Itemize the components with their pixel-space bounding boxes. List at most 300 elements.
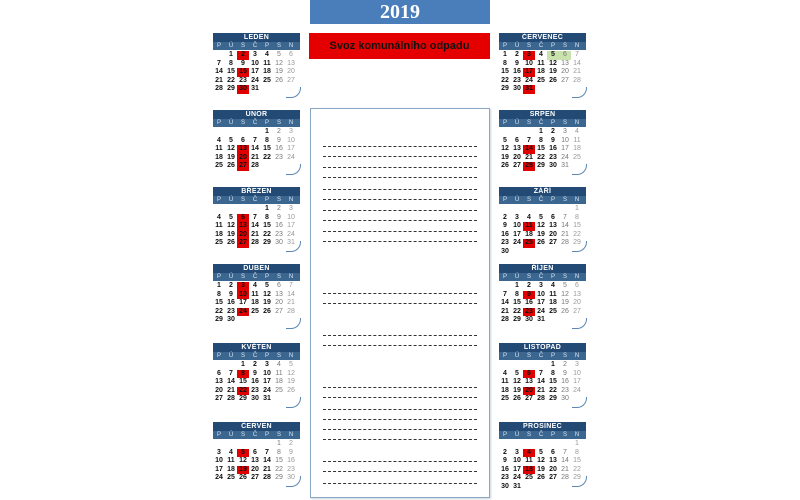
day-cell: 22 — [549, 386, 557, 394]
day-cell: 14 — [251, 222, 259, 229]
day-cell: 29 — [573, 239, 581, 246]
day-cell: 16 — [251, 378, 259, 385]
day-cell: 5 — [265, 282, 269, 289]
weekday-label: P — [264, 43, 269, 49]
day-cell: 1 — [551, 361, 555, 368]
day-cell: 21 — [251, 153, 259, 161]
weekday-label: S — [276, 274, 281, 280]
day-cell: 27 — [549, 239, 557, 246]
note-line — [323, 210, 477, 211]
day-cell: 6 — [575, 282, 579, 289]
day-cell: 7 — [539, 369, 543, 377]
day-cell: 19 — [513, 386, 521, 394]
weekday-label: P — [550, 432, 555, 438]
day-cell: 19 — [501, 153, 509, 161]
day-cell: 9 — [551, 136, 555, 144]
weekday-label: S — [240, 353, 245, 359]
weekday-label: S — [240, 120, 245, 126]
note-line — [323, 345, 477, 346]
weekday-label: P — [550, 120, 555, 126]
note-line — [323, 439, 477, 440]
day-cell: 4 — [217, 136, 221, 144]
day-cell: 16 — [525, 299, 533, 306]
day-cell: 22 — [215, 307, 223, 315]
note-line — [323, 387, 477, 388]
month-calendar — [499, 264, 586, 327]
day-cell: 28 — [537, 395, 545, 402]
day-cell: 11 — [537, 59, 545, 67]
day-cell: 12 — [287, 369, 295, 377]
weekday-label: Ú — [514, 43, 520, 49]
weekday-label: Ú — [514, 274, 520, 280]
day-cell: 10 — [263, 369, 271, 377]
day-cell: 25 — [537, 76, 545, 84]
day-cell: 11 — [573, 136, 581, 144]
day-cell: 29 — [227, 85, 235, 92]
day-cell: 28 — [573, 76, 581, 84]
weekday-label: Č — [538, 432, 544, 438]
month-calendar — [499, 110, 586, 173]
day-cell: 2 — [551, 128, 555, 135]
day-cell: 16 — [513, 68, 521, 75]
weekday-label: Č — [538, 353, 544, 359]
day-empty — [213, 51, 225, 60]
day-cell: 16 — [227, 299, 235, 306]
weekday-label: Ú — [228, 43, 234, 49]
weekday-label: P — [502, 432, 507, 438]
weekday-label: P — [264, 197, 269, 203]
weekday-header — [499, 352, 586, 360]
day-cell: 7 — [563, 448, 567, 456]
weekday-label: Č — [538, 120, 544, 126]
weekday-label: N — [288, 43, 294, 49]
day-cell: 27 — [215, 395, 223, 402]
day-cell: 20 — [215, 386, 223, 394]
day-cell: 6 — [277, 282, 281, 289]
day-cell: 8 — [229, 59, 233, 67]
day-cell: 5 — [277, 51, 281, 58]
collection-day: 20 — [523, 387, 535, 396]
day-cell: 20 — [251, 465, 259, 473]
day-cell: 18 — [573, 145, 581, 152]
day-cell: 9 — [503, 457, 507, 464]
day-cell: 2 — [277, 205, 281, 212]
day-cell: 29 — [549, 395, 557, 402]
month-name: SRPEN — [499, 110, 586, 119]
day-cell: 19 — [549, 68, 557, 75]
day-cell: 24 — [573, 386, 581, 394]
day-cell: 8 — [515, 290, 519, 298]
day-cell: 21 — [287, 299, 295, 306]
weekday-label: S — [562, 353, 567, 359]
collection-day: 25 — [523, 239, 535, 248]
day-empty — [523, 440, 535, 449]
collection-day: 30 — [237, 85, 249, 94]
day-cell: 19 — [275, 68, 283, 75]
day-cell: 30 — [513, 85, 521, 92]
day-cell: 19 — [227, 153, 235, 161]
day-cell: 8 — [551, 369, 555, 377]
day-cell: 23 — [549, 153, 557, 161]
weekday-label: P — [502, 197, 507, 203]
day-cell: 10 — [287, 213, 295, 221]
weekday-label: Č — [252, 197, 258, 203]
day-empty — [523, 361, 535, 370]
day-cell: 22 — [275, 465, 283, 473]
month-name: BŘEZEN — [213, 187, 300, 196]
day-cell: 25 — [275, 386, 283, 394]
day-empty — [511, 361, 523, 370]
day-cell: 6 — [253, 448, 257, 456]
day-cell: 12 — [561, 290, 569, 298]
note-line — [323, 429, 477, 430]
day-cell: 15 — [275, 457, 283, 464]
weekday-label: N — [574, 274, 580, 280]
collection-day: 8 — [237, 370, 249, 379]
weekday-label: S — [240, 197, 245, 203]
day-cell: 24 — [251, 76, 259, 84]
weekday-label: S — [526, 43, 531, 49]
weekday-header — [213, 119, 300, 127]
collection-day: 20 — [237, 231, 249, 240]
month-name: ZÁŘÍ — [499, 187, 586, 196]
collection-day: 4 — [523, 449, 535, 458]
day-cell: 16 — [561, 378, 569, 385]
day-cell: 28 — [251, 162, 259, 169]
day-cell: 24 — [215, 474, 223, 481]
collection-day: 27 — [237, 239, 249, 248]
day-cell: 25 — [215, 239, 223, 246]
day-cell: 8 — [265, 136, 269, 144]
day-cell: 12 — [239, 457, 247, 464]
day-cell: 5 — [289, 361, 293, 368]
day-empty — [535, 440, 547, 449]
day-cell: 18 — [251, 299, 259, 306]
day-cell: 18 — [227, 465, 235, 473]
weekday-label: S — [562, 274, 567, 280]
day-cell: 31 — [251, 85, 259, 92]
collection-day: 22 — [237, 387, 249, 396]
day-cell: 27 — [549, 474, 557, 481]
note-line — [323, 156, 477, 157]
page-curl-decoration — [572, 87, 587, 98]
day-cell: 26 — [501, 162, 509, 169]
weekday-label: S — [276, 197, 281, 203]
day-cell: 15 — [573, 457, 581, 464]
day-cell: 16 — [287, 457, 295, 464]
day-cell: 13 — [215, 378, 223, 385]
day-cell: 3 — [289, 128, 293, 135]
collection-day: 20 — [237, 154, 249, 163]
day-cell: 10 — [525, 59, 533, 67]
day-cell: 23 — [501, 239, 509, 246]
day-cell: 10 — [561, 136, 569, 144]
page-curl-decoration — [286, 164, 301, 175]
weekday-label: P — [502, 43, 507, 49]
day-cell: 1 — [503, 51, 507, 58]
day-cell: 22 — [263, 153, 271, 161]
day-cell: 13 — [513, 145, 521, 152]
day-cell: 14 — [227, 378, 235, 385]
day-cell: 7 — [253, 213, 257, 221]
day-cell: 23 — [227, 307, 235, 315]
day-empty — [237, 128, 249, 137]
note-line — [323, 335, 477, 336]
day-cell: 1 — [539, 128, 543, 135]
day-cell: 11 — [215, 145, 223, 152]
day-empty — [535, 205, 547, 214]
day-cell: 1 — [265, 205, 269, 212]
day-cell: 12 — [549, 59, 557, 67]
day-cell: 30 — [287, 474, 295, 481]
day-cell: 14 — [287, 290, 295, 298]
day-cell: 1 — [265, 128, 269, 135]
day-cell: 23 — [501, 474, 509, 481]
day-cell: 17 — [287, 222, 295, 229]
weekday-label: S — [240, 274, 245, 280]
note-line — [323, 419, 477, 420]
collection-day: 16 — [237, 68, 249, 77]
day-cell: 22 — [227, 76, 235, 84]
day-cell: 16 — [501, 465, 509, 473]
note-line — [323, 189, 477, 190]
day-cell: 5 — [547, 51, 559, 60]
day-cell: 22 — [501, 76, 509, 84]
weekday-label: P — [550, 43, 555, 49]
collection-day: 31 — [523, 85, 535, 94]
day-cell: 25 — [573, 153, 581, 161]
day-cell: 8 — [217, 290, 221, 298]
day-cell: 15 — [227, 68, 235, 75]
weekday-label: Ú — [228, 120, 234, 126]
day-cell: 21 — [251, 230, 259, 238]
day-cell: 2 — [503, 213, 507, 221]
weekday-label: P — [264, 274, 269, 280]
weekday-label: N — [574, 197, 580, 203]
day-empty — [249, 205, 261, 214]
day-cell: 11 — [215, 222, 223, 229]
day-cell: 9 — [289, 448, 293, 456]
note-line — [323, 167, 477, 168]
day-cell: 20 — [275, 299, 283, 306]
day-cell: 11 — [263, 59, 271, 67]
day-cell: 3 — [539, 282, 543, 289]
weekday-label: S — [526, 353, 531, 359]
day-cell: 4 — [527, 213, 531, 221]
day-cell: 27 — [525, 395, 533, 402]
day-cell: 22 — [573, 465, 581, 473]
day-cell: 30 — [525, 316, 533, 323]
day-cell: 4 — [575, 128, 579, 135]
day-cell: 24 — [263, 386, 271, 394]
day-cell: 2 — [289, 440, 293, 447]
day-cell: 25 — [501, 395, 509, 402]
day-cell: 12 — [537, 457, 545, 464]
weekday-label: N — [288, 197, 294, 203]
day-cell: 1 — [575, 440, 579, 447]
weekday-label: S — [562, 120, 567, 126]
day-cell: 21 — [263, 465, 271, 473]
collection-day: 3 — [523, 51, 535, 60]
day-cell: 22 — [537, 153, 545, 161]
month-name: ČERVEN — [213, 422, 300, 431]
day-cell: 2 — [563, 361, 567, 368]
day-cell: 29 — [215, 316, 223, 323]
day-cell: 31 — [513, 482, 521, 490]
month-name: LEDEN — [213, 33, 300, 42]
day-cell: 23 — [251, 386, 259, 394]
day-cell: 5 — [563, 282, 567, 289]
day-cell: 30 — [227, 316, 235, 323]
day-cell: 31 — [537, 316, 545, 323]
day-cell: 26 — [537, 474, 545, 481]
day-cell: 26 — [275, 76, 283, 84]
day-cell: 21 — [561, 230, 569, 238]
day-cell: 27 — [251, 474, 259, 481]
day-cell: 24 — [287, 230, 295, 238]
day-cell: 13 — [275, 290, 283, 298]
day-cell: 7 — [265, 448, 269, 456]
day-cell: 12 — [501, 145, 509, 152]
day-cell: 17 — [537, 299, 545, 306]
day-cell: 11 — [227, 457, 235, 464]
weekday-label: S — [276, 120, 281, 126]
day-cell: 5 — [503, 136, 507, 144]
note-line — [323, 397, 477, 398]
day-cell: 19 — [537, 465, 545, 473]
day-cell: 26 — [263, 307, 271, 315]
day-empty — [511, 440, 523, 449]
weekday-label: P — [502, 274, 507, 280]
day-empty — [499, 282, 511, 291]
collection-day: 17 — [523, 68, 535, 77]
note-line — [323, 146, 477, 147]
day-cell: 15 — [549, 378, 557, 385]
day-cell: 21 — [501, 307, 509, 315]
day-cell: 7 — [563, 213, 567, 221]
day-cell: 4 — [253, 282, 257, 289]
weekday-label: S — [240, 432, 245, 438]
weekday-label: S — [276, 43, 281, 49]
day-cell: 20 — [287, 68, 295, 75]
day-cell: 10 — [537, 290, 545, 298]
day-empty — [225, 128, 237, 137]
collection-day: 10 — [237, 291, 249, 300]
day-empty — [559, 440, 571, 449]
weekday-label: N — [288, 274, 294, 280]
day-cell: 21 — [537, 386, 545, 394]
weekday-label: P — [550, 353, 555, 359]
weekday-label: S — [562, 197, 567, 203]
page-curl-decoration — [286, 397, 301, 408]
day-cell: 14 — [215, 68, 223, 75]
day-cell: 15 — [263, 222, 271, 229]
day-cell: 22 — [263, 230, 271, 238]
day-empty — [225, 361, 237, 370]
day-cell: 2 — [515, 51, 519, 58]
day-cell: 8 — [539, 136, 543, 144]
day-cell: 14 — [561, 222, 569, 229]
day-cell: 10 — [215, 457, 223, 464]
day-cell: 29 — [537, 162, 545, 169]
month-calendar — [213, 422, 300, 485]
day-cell: 27 — [287, 76, 295, 84]
day-cell: 25 — [215, 162, 223, 169]
day-cell: 13 — [525, 378, 533, 385]
weekday-label: S — [526, 274, 531, 280]
day-cell: 28 — [227, 395, 235, 402]
day-cell: 27 — [561, 76, 569, 84]
day-empty — [535, 361, 547, 370]
page-curl-decoration — [286, 87, 301, 98]
day-cell: 28 — [561, 239, 569, 246]
day-cell: 14 — [561, 457, 569, 464]
day-cell: 22 — [573, 230, 581, 238]
day-cell: 8 — [575, 448, 579, 456]
collection-day: 6 — [523, 370, 535, 379]
day-empty — [511, 128, 523, 137]
day-cell: 4 — [217, 213, 221, 221]
day-cell: 2 — [503, 448, 507, 456]
weekday-label: Ú — [228, 197, 234, 203]
weekday-header — [499, 42, 586, 50]
collection-day: 2 — [237, 51, 249, 60]
weekday-label: Č — [252, 432, 258, 438]
day-cell: 17 — [251, 68, 259, 75]
day-cell: 17 — [263, 378, 271, 385]
month-calendar — [213, 343, 300, 406]
day-cell: 23 — [275, 153, 283, 161]
day-cell: 8 — [265, 213, 269, 221]
page-curl-decoration — [286, 476, 301, 487]
weekday-label: P — [264, 353, 269, 359]
day-cell: 4 — [265, 51, 269, 58]
day-cell: 13 — [251, 457, 259, 464]
day-empty — [249, 128, 261, 137]
day-cell: 8 — [277, 448, 281, 456]
day-empty — [559, 205, 571, 214]
day-cell: 4 — [551, 282, 555, 289]
day-cell: 17 — [513, 465, 521, 473]
weekday-label: Ú — [514, 353, 520, 359]
day-cell: 24 — [561, 153, 569, 161]
day-cell: 6 — [551, 448, 555, 456]
day-cell: 9 — [277, 213, 281, 221]
day-cell: 29 — [275, 474, 283, 481]
day-cell: 4 — [503, 369, 507, 377]
weekday-label: P — [550, 274, 555, 280]
day-cell: 28 — [263, 474, 271, 481]
day-cell: 17 — [239, 299, 247, 306]
day-cell: 18 — [215, 153, 223, 161]
day-cell: 12 — [537, 222, 545, 229]
day-empty — [499, 440, 511, 449]
month-calendar — [213, 264, 300, 327]
weekday-label: P — [264, 432, 269, 438]
weekday-label: Č — [538, 43, 544, 49]
note-line — [323, 293, 477, 294]
day-cell: 26 — [287, 386, 295, 394]
weekday-label: P — [216, 432, 221, 438]
weekday-label: P — [264, 120, 269, 126]
day-empty — [225, 205, 237, 214]
day-cell: 15 — [573, 222, 581, 229]
day-empty — [237, 205, 249, 214]
day-cell: 11 — [275, 369, 283, 377]
day-cell: 12 — [227, 145, 235, 152]
day-cell: 28 — [215, 85, 223, 92]
weekday-label: Č — [538, 274, 544, 280]
